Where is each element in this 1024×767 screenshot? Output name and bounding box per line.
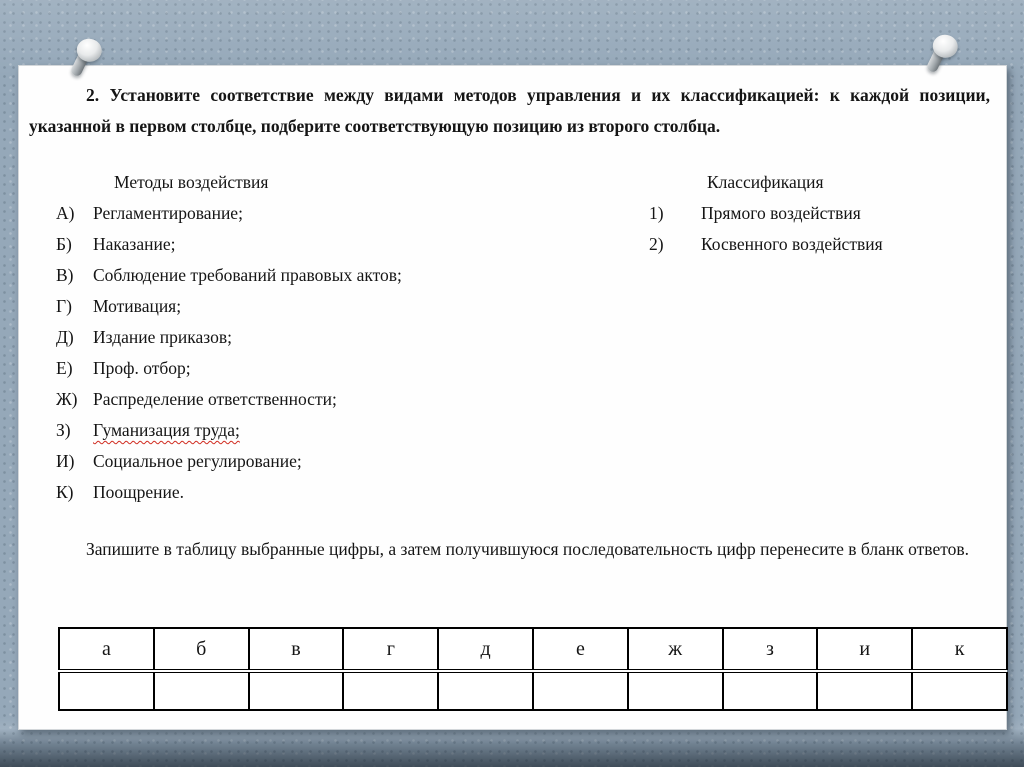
- item-label: Д): [56, 327, 74, 347]
- list-item: [56, 477, 402, 508]
- worksheet-paper: [18, 65, 1007, 730]
- item-text: Издание приказов;: [93, 327, 232, 347]
- list-item: [649, 198, 883, 229]
- answer-cell: [628, 671, 723, 710]
- methods-column: [56, 167, 402, 508]
- answer-cell: [912, 671, 1007, 710]
- answer-cell: [249, 671, 344, 710]
- answer-cell: [154, 671, 249, 710]
- header-cell: е: [533, 628, 628, 671]
- item-text: Регламентирование;: [93, 203, 243, 223]
- answer-cell: [723, 671, 818, 710]
- item-label: В): [56, 265, 74, 285]
- list-item: [56, 353, 402, 384]
- item-label: 2): [649, 234, 664, 254]
- item-label: Г): [56, 296, 72, 316]
- answer-cell: [817, 671, 912, 710]
- pushpin-icon: [918, 31, 961, 81]
- answer-cell: [438, 671, 533, 710]
- item-text-spellchecked: Гуманизация труда;: [93, 420, 240, 440]
- header-cell: д: [438, 628, 533, 671]
- item-label: И): [56, 451, 75, 471]
- question-title: 2. Установите соответствие между видами методов управления и их классификацией: к каждой позиции, указанной в первом столбце, подберите соответствующую позицию из второго столбца.: [29, 85, 990, 136]
- header-cell: и: [817, 628, 912, 671]
- list-item: [649, 229, 883, 260]
- instruction-paragraph: Запишите в таблицу выбранные цифры, а затем получившуюся последовательность цифр перенесите в бланк ответов.: [86, 539, 970, 559]
- item-text: Косвенного воздействия: [701, 234, 883, 254]
- item-label: А): [56, 203, 75, 223]
- item-label: К): [56, 482, 74, 502]
- pushpin-icon: [62, 35, 105, 85]
- list-item: [56, 446, 402, 477]
- list-item: [56, 260, 402, 291]
- classification-column-header: Классификация: [707, 172, 824, 192]
- item-label: 1): [649, 203, 664, 223]
- header-cell: г: [343, 628, 438, 671]
- list-item: [56, 384, 402, 415]
- answer-cell: [59, 671, 154, 710]
- header-cell: а: [59, 628, 154, 671]
- header-cell: б: [154, 628, 249, 671]
- item-label: Б): [56, 234, 72, 254]
- item-text: Распределение ответственности;: [93, 389, 337, 409]
- answer-table-header-row: [59, 628, 1007, 671]
- list-item: [56, 291, 402, 322]
- list-item: [56, 229, 402, 260]
- list-item: [56, 415, 402, 446]
- item-text: Прямого воздействия: [701, 203, 861, 223]
- item-text: Проф. отбор;: [93, 358, 191, 378]
- list-item: [56, 322, 402, 353]
- item-text: Наказание;: [93, 234, 176, 254]
- item-label: Е): [56, 358, 73, 378]
- item-label: Ж): [56, 389, 78, 409]
- item-text: Поощрение.: [93, 482, 185, 502]
- list-item: [56, 198, 402, 229]
- item-text: Мотивация;: [93, 296, 182, 316]
- header-cell: в: [249, 628, 344, 671]
- answer-table: [58, 627, 1008, 711]
- header-cell: к: [912, 628, 1007, 671]
- item-text: Социальное регулирование;: [93, 451, 302, 471]
- answer-cell: [343, 671, 438, 710]
- classification-column: [649, 167, 883, 260]
- header-cell: з: [723, 628, 818, 671]
- header-cell: ж: [628, 628, 723, 671]
- item-text: Соблюдение требований правовых актов;: [93, 265, 402, 285]
- methods-column-header: Методы воздействия: [114, 172, 269, 192]
- answer-cell: [533, 671, 628, 710]
- item-label: З): [56, 420, 71, 440]
- answer-table-blank-row: [59, 671, 1007, 710]
